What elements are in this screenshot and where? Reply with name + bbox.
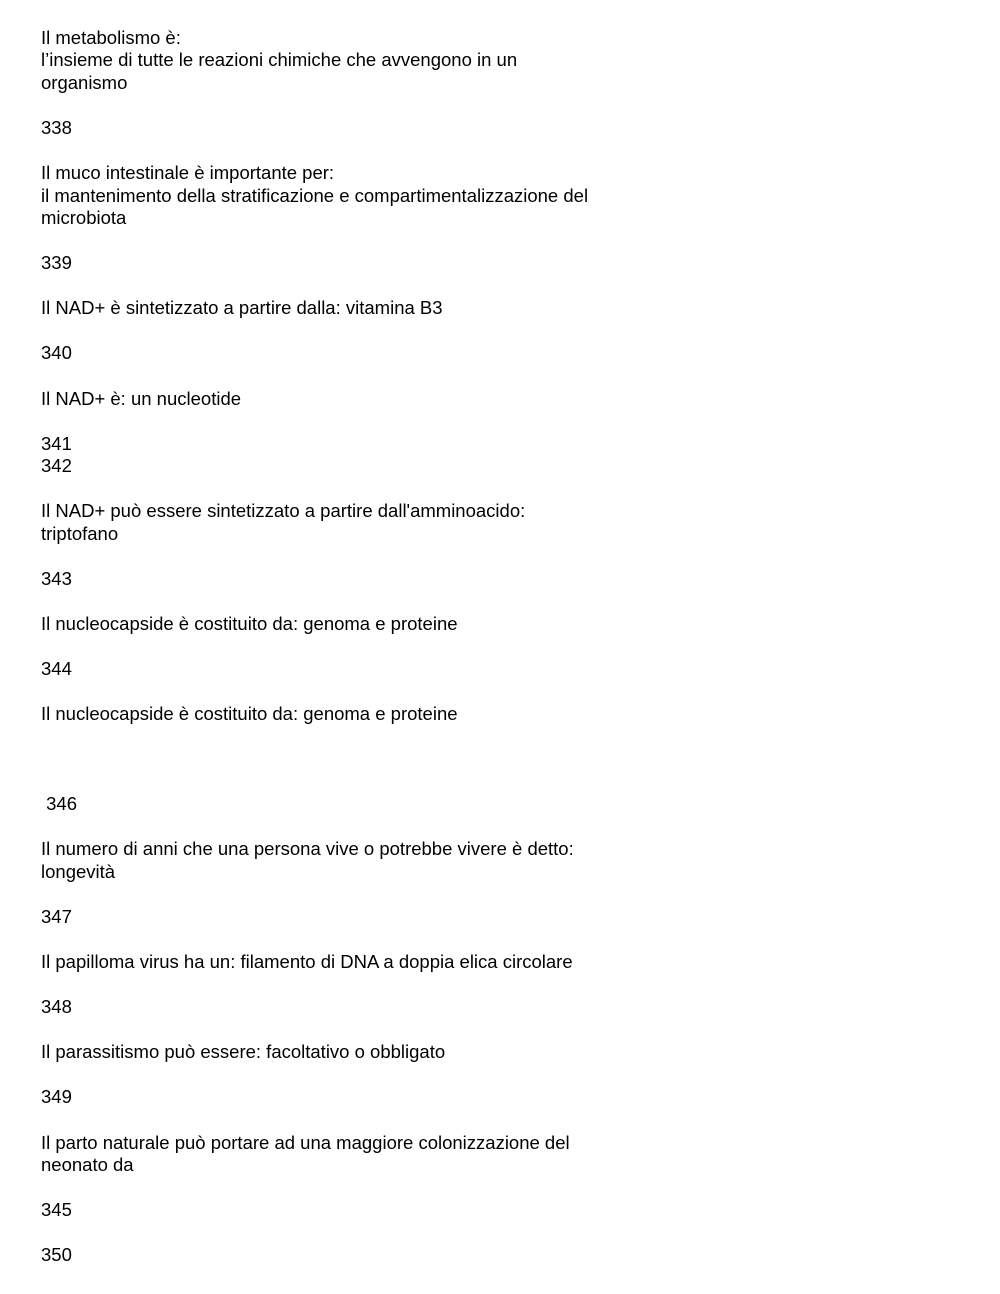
text-line: Il nucleocapside è costituito da: genoma e proteine <box>41 613 458 634</box>
text-line: Il muco intestinale è importante per: <box>41 162 335 183</box>
item-number: 350 <box>41 1244 72 1265</box>
text-line: longevità <box>41 861 116 882</box>
item-number: 340 <box>41 342 72 363</box>
item-number: 342 <box>41 455 72 476</box>
text-line: Il NAD+ può essere sintetizzato a partire dall'amminoacido: <box>41 500 526 521</box>
text-line: Il papilloma virus ha un: filamento di DNA a doppia elica circolare <box>41 951 573 972</box>
text-line: Il nucleocapside è costituito da: genoma e proteine <box>41 703 458 724</box>
item-number: 338 <box>41 117 72 138</box>
text-line: Il NAD+ è sintetizzato a partire dalla: vitamina B3 <box>41 297 443 318</box>
text-line: neonato da <box>41 1154 134 1175</box>
item-number: 347 <box>41 906 72 927</box>
text-line: Il parassitismo può essere: facoltativo o obbligato <box>41 1041 446 1062</box>
item-number: 346 <box>41 793 78 814</box>
text-line: microbiota <box>41 207 127 228</box>
text-line: Il parto naturale può portare ad una maggiore colonizzazione del <box>41 1132 570 1153</box>
item-number: 341 <box>41 433 72 454</box>
item-number: 349 <box>41 1086 72 1107</box>
text-line: Il NAD+ è: un nucleotide <box>41 388 242 409</box>
text-line: triptofano <box>41 523 119 544</box>
text-line: Il numero di anni che una persona vive o potrebbe vivere è detto: <box>41 838 574 859</box>
item-number: 344 <box>41 658 72 679</box>
text-line: organismo <box>41 72 128 93</box>
item-number: 348 <box>41 996 72 1017</box>
item-number: 339 <box>41 252 72 273</box>
text-line: Il metabolismo è: <box>41 27 181 48</box>
item-number: 343 <box>41 568 72 589</box>
item-number: 345 <box>41 1199 72 1220</box>
text-line: l’insieme di tutte le reazioni chimiche che avvengono in un <box>41 49 518 70</box>
text-line: il mantenimento della stratificazione e compartimentalizzazione del <box>41 185 589 206</box>
